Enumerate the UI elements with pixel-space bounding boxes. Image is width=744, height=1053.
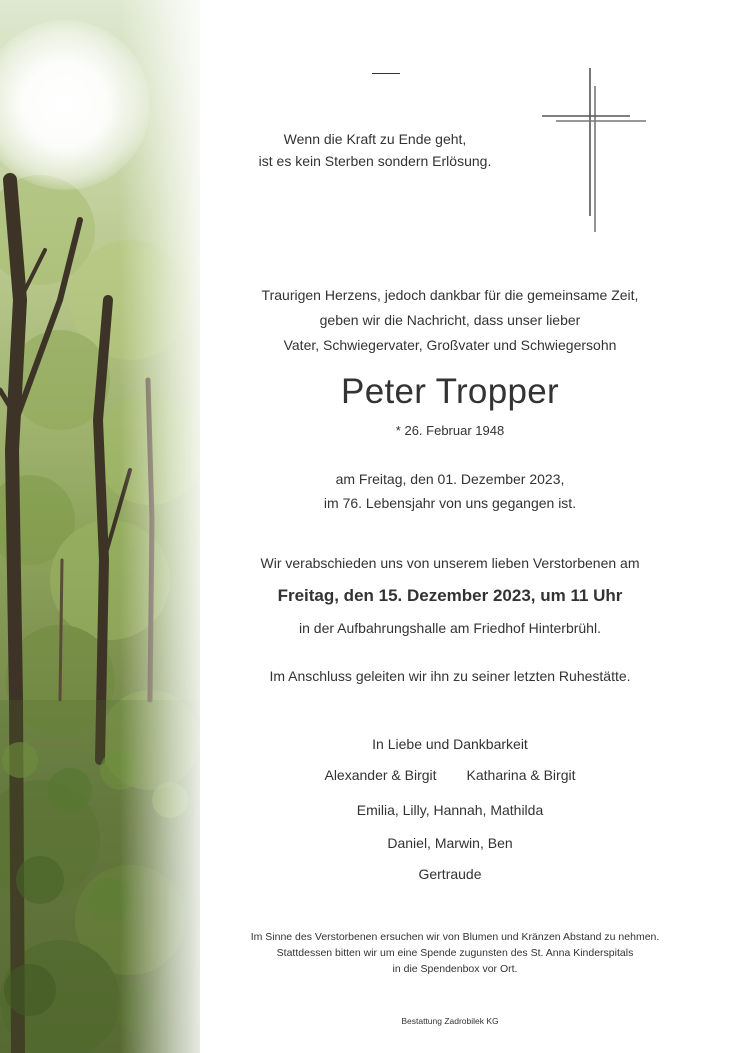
- ceremony-place: in der Aufbahrungshalle am Friedhof Hinterbrühl.: [299, 620, 601, 636]
- motto-line: ist es kein Sterben sondern Erlösung.: [258, 153, 492, 169]
- motto-line: Wenn die Kraft zu Ende geht,: [283, 131, 467, 147]
- death-line: am Freitag, den 01. Dezember 2023,: [335, 471, 565, 487]
- undertaker-name: Bestattung Zadrobilek KG: [401, 1016, 499, 1026]
- ceremony-date: Freitag, den 15. Dezember 2023, um 11 Uhr: [277, 586, 623, 605]
- motto: [190, 128, 560, 172]
- family-grandchildren-2: Daniel, Marwin, Ben: [387, 835, 513, 851]
- intro-line: Traurigen Herzens, jedoch dankbar für die gemeinsame Zeit,: [261, 287, 639, 303]
- cross-icon: [540, 66, 650, 236]
- family-couple-1: Alexander & Birgit: [324, 767, 437, 783]
- farewell-text: Wir verabschieden uns von unserem lieben Verstorbenen am: [260, 555, 640, 571]
- intro-line: geben wir die Nachricht, dass unser lieber: [319, 312, 581, 328]
- death-line: im 76. Lebensjahr von uns gegangen ist.: [323, 495, 577, 511]
- family-couples: [210, 767, 690, 783]
- family-couple-2: Katharina & Birgit: [466, 767, 576, 783]
- intro-line: Vater, Schwiegervater, Großvater und Schwiegersohn: [283, 337, 617, 353]
- birth-date: * 26. Februar 1948: [395, 423, 505, 438]
- family-heading: In Liebe und Dankbarkeit: [372, 736, 528, 752]
- deceased-name: Peter Tropper: [341, 372, 559, 411]
- forest-image: [0, 0, 200, 1053]
- burial-text: Im Anschluss geleiten wir ihn zu seiner letzten Ruhestätte.: [269, 668, 631, 684]
- family-grandchildren-1: Emilia, Lilly, Hannah, Mathilda: [356, 802, 544, 818]
- note-line: Im Sinne des Verstorbenen ersuchen wir von Blumen und Kränzen Abstand zu nehmen.: [250, 931, 660, 943]
- family-other: Gertraude: [418, 866, 482, 882]
- note-line: in die Spendenbox vor Ort.: [392, 963, 518, 975]
- donation-note: [205, 929, 705, 977]
- note-line: Stattdessen bitten wir um eine Spende zugunsten des St. Anna Kinderspitals: [276, 947, 634, 959]
- intro: [210, 283, 690, 358]
- death-info: [210, 467, 690, 515]
